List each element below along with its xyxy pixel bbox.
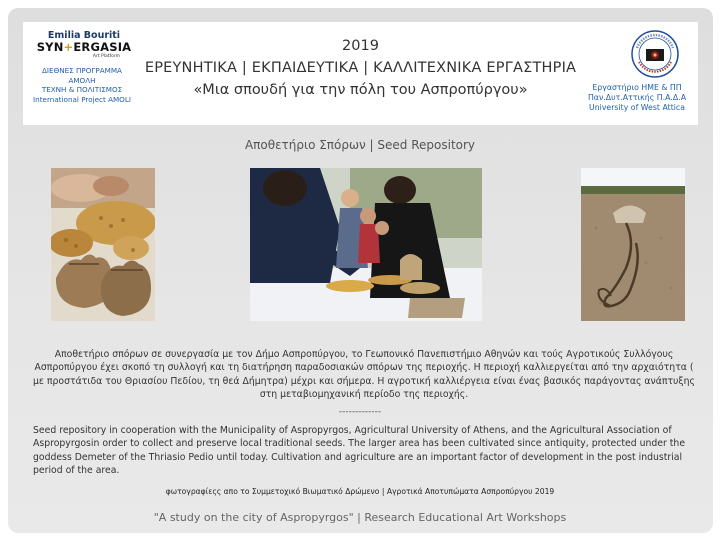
- header-banner: [23, 22, 698, 125]
- greek-description: Αποθετήριο σπόρων σε συνεργασία με τον Δήμο Ασπροπύργου, το Γεωπονικό Πανεπιστήμιο Αθηνών και τούς Αγροτικούς Συλλόγους Ασπροπύργου έχει σκοπό τη συλλογή και τη διατήρηση παραδοσιακών σπόρων της περιοχής. Η περιοχή καλλιεργείται από την αρχαιότητα ( με προστάτιδα του Θριασίου Πεδίου, τη θεά Δήμητρα) μέχρι και σήμερα. Η αγροτική καλλιέργεια είναι ένας βασικός παράγοντας ανάπτυξης στη μεταβιομηχανική περίοδο της περιοχής.: [33, 349, 695, 400]
- program-line: ΤΕΧΝΗ & ΠΟΛΙΤΙΣΜΟΣ: [41, 85, 123, 95]
- program-line: ΑΜΟΛΗ: [68, 75, 96, 85]
- brand-name: Emilia Bouriti: [47, 30, 121, 41]
- footer-caption: "A study on the city of Aspropyrgos" | Research Educational Art Workshops: [153, 511, 567, 524]
- brand-ergasia: ERGASIA: [73, 40, 132, 54]
- workshop-group-photo: [250, 168, 482, 321]
- brand-subtitle: Art Platform: [92, 53, 120, 59]
- brand-syn: SYN: [36, 40, 64, 54]
- seed-sacks-photo: [51, 168, 155, 321]
- photo-credit: φωτογραφίεςς απο το Συμμετοχικό Βιωματικό Δρώμενο | Αγροτικά Αποτυπώματα Ασπροπύργου 2019: [165, 487, 555, 496]
- header-quote: «Μια σπουδή για την πόλη του Ασπροπύργου»: [193, 82, 528, 98]
- program-line: ΔΙΕΘΝΕΣ ΠΡΟΓΡΑΜΜΑ: [42, 66, 122, 75]
- university-seal-logo: [631, 30, 679, 78]
- header-title: ΕΡΕΥΝΗΤΙΚΑ | ΕΚΠΑΙΔΕΥΤΙΚΑ | ΚΑΛΛΙΤΕΧΝΙΚΑ ΕΡΓΑΣΤΗΡΙΑ: [144, 60, 577, 76]
- brand-plus: +: [63, 40, 74, 54]
- section-title: Αποθετήριο Σπόρων | Seed Repository: [244, 138, 476, 152]
- university-info: [576, 83, 698, 113]
- field-photo: [581, 168, 685, 321]
- university-line: Παν.Δυτ.Αττικής Π.Α.Δ.Α: [587, 93, 687, 102]
- header-year: 2019: [342, 38, 379, 54]
- university-line: University of West Attica: [589, 103, 685, 112]
- university-line: Εργαστήριο ΗΜΕ & ΠΠ: [592, 83, 682, 92]
- program-line: International Project AMOLI: [33, 94, 131, 104]
- english-description: Seed repository in cooperation with the Municipality of Aspropyrgos, Agricultural University of Athens, and the Agricultural Association of Aspropyrgosin order to collect and preserve local traditional seeds. The larger area has been cultivated since antiquity, protected under the goddess Demeter of the Thriasio Pedio until today. Cultivation and agriculture are an important factor of development in the post industrial period of the area.: [33, 425, 686, 476]
- text-divider: -------------: [338, 407, 382, 417]
